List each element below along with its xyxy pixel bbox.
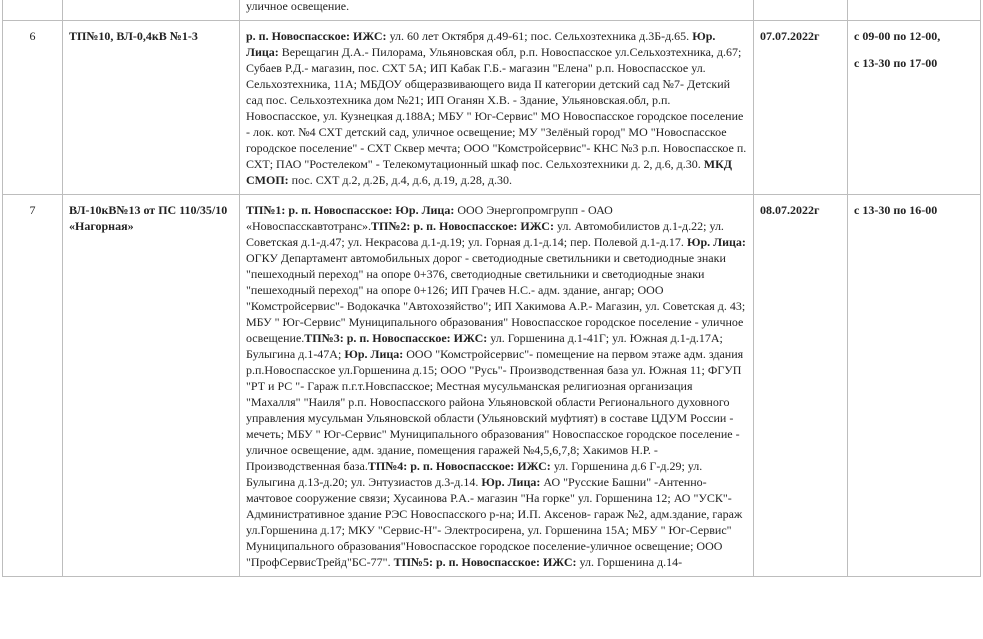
address-heading: Юр. Лица: (344, 347, 404, 361)
time-interval: с 13-30 по 16-00 (854, 203, 938, 217)
address-heading: МКД СМОП: (246, 157, 733, 187)
address-heading: ТП№3: р. п. Новоспасское: ИЖС: (304, 331, 488, 345)
address-heading: Юр. Лица: (246, 29, 716, 59)
row-time (848, 195, 981, 577)
address-text: пос. СХТ д.2, д.2Б, д.4, д.6, д.19, д.28, д.30. (288, 173, 513, 187)
table-row (3, 21, 981, 195)
time-interval: с 09-00 по 12-00, (854, 29, 941, 43)
address-heading: р. п. Новоспасское: ИЖС: (246, 29, 387, 43)
address-text: ул. Горшенина д.14- (576, 555, 683, 569)
prev-object-cell (63, 0, 240, 21)
address-text: ООО Энергопромгрупп - ОАО «Новоспасскавтотранс». (246, 203, 613, 233)
address-heading: ТП№5: р. п. Новоспасское: ИЖС: (393, 555, 577, 569)
table-row-previous (3, 0, 981, 21)
prev-time-cell (848, 0, 981, 21)
address-text: ул. Автомобилистов д.1-д.22; ул. Советская д.1-д.47; ул. Некрасова д.1-д.19; ул. Горная д.1-д.14; пер. Полевой д.1-д.17. (246, 219, 724, 249)
row-object: ТП№10, ВЛ-0,4кВ №1-3 (63, 21, 240, 195)
address-heading: ТП№4: р. п. Новоспасское: ИЖС: (367, 459, 551, 473)
row-date: 08.07.2022г (754, 195, 848, 577)
time-interval: с 13-30 по 17-00 (854, 56, 938, 70)
row-time (848, 21, 981, 195)
table-body (3, 0, 981, 577)
table-row (3, 195, 981, 577)
address-text: ул. Горшенина д.6 Г-д.29; ул. Булыгина д.13-д.20; ул. Энтузиастов д.3-д.14. (246, 459, 703, 489)
row-addresses (240, 21, 754, 195)
row-date: 07.07.2022г (754, 21, 848, 195)
prev-address-tail (240, 0, 754, 21)
address-text: ООО "Комстройсервис"- помещение на первом этаже адм. здания р.п.Новоспасское ул.Горшенина д.15; ООО "Русь"- Производственная база ул. Южная 11; ФГУП "РТ и РС "- Гараж п.г.т.Новспасское; Местная мусульманская религиозная организация "Махалля" "Наиля" р.п. Новоспасского района Ульяновской области Регионального духовного управления мусульман Ульяновской области (Ульяновский муфтият) в составе ЦДУМ России - мечеть; МБУ " Юг-Сервис" Муниципального образования" Новоспасское городское поселение - уличное освещение, адм. здание, помещения гаражей №4,5,6,7,8; Хакимов Н.Р. - Производственная база. (246, 347, 744, 473)
address-text: АО "Русские Башни" -Антенно-мачтовое сооружение связи; Хусаинова Р.А.- магазин "На горке" ул. Горшенина 12; АО "УСК"- Административное здание РЭС Новоспасского р-на; И.П. Аксенов- гараж №2, адм.здание, гараж ул.Горшенина д.17; МКУ "Сервис-Н"- Электросирена, ул. Горшенина 15А; МБУ " Юг-Сервис" Муниципального образования"Новоспасское городское поселение-уличное освещение; ООО "ПрофСервисТрейд"БС-77". (246, 475, 743, 569)
power-outage-table (2, 0, 981, 577)
address-text: ул. Горшенина д.1-41Г; ул. Южная д.1-д.17А; Булыгина д.1-47А; (246, 331, 723, 361)
prev-date-cell (754, 0, 848, 21)
address-text: ул. 60 лет Октября д.49-61; пос. Сельхозтехника д.3Б-д.65. (386, 29, 693, 43)
address-heading: ТП№2: р. п. Новоспасское: ИЖС: (371, 219, 554, 233)
row-addresses (240, 195, 754, 577)
address-text: Верещагин Д.А.- Пилорама, Ульяновская обл, р.п. Новоспасское ул.Сельхозтехника, д.67; Субаев Р.Д.- магазин, пос. СХТ 5А; ИП Кабак Г.Б.- магазин "Елена" р.п. Новоспасское ул. Сельхозтехника, 11А; МБДОУ общеразвивающего вида II категории детский сад №7- Детский сад пос. Сельхозтехника дом №21; ИП Оганян Х.В. - Здание, Ульяновская.обл, р.п. Новоспасское, ул. Кузнецкая д.188А; МБУ " Юг-Сервис" МО Новоспасское городское поселение - лок. кот. №4 СХТ детский сад, уличное освещение; МУ "Зелёный город" МО "Новоспасское городское поселение" - СХТ Сквер мечта; ООО "Комстройсервис"- КНС №3 р.п. Новоспасское п. СХТ; ПАО "Ростелеком" - Телекомутационный шкаф пос. Сельхозтехники д. 2, д.6, д.30. (246, 45, 747, 171)
address-heading: Юр. Лица: (481, 475, 541, 489)
prev-address-tail-text: уличное освещение. (246, 0, 350, 13)
address-text: ОГКУ Департамент автомобильных дорог - светодиодные светильники и светодиодные знаки "пешеходный переход" на опоре 0+376, светодиодные светильники и светодиодные знаки "пешеходный переход" на опоре 0+126; ИП Грачев Н.С.- адм. здание, ангар; ООО "Комстройсервис"- Водокачка "Автохозяйство"; ИП Хакимова А.Р.- Магазин, ул. Советская д. 43; МБУ " Юг-Сервис" Муниципального образования" Новоспасское городское поселение - уличное освещение. (246, 251, 746, 345)
prev-number-cell (3, 0, 63, 21)
row-object: ВЛ-10кВ№13 от ПС 110/35/10 «Нагорная» (63, 195, 240, 577)
address-heading: ТП№1: р. п. Новоспасское: Юр. Лица: (246, 203, 455, 217)
address-heading: Юр. Лица: (686, 235, 746, 249)
row-number: 7 (3, 195, 63, 577)
row-number: 6 (3, 21, 63, 195)
